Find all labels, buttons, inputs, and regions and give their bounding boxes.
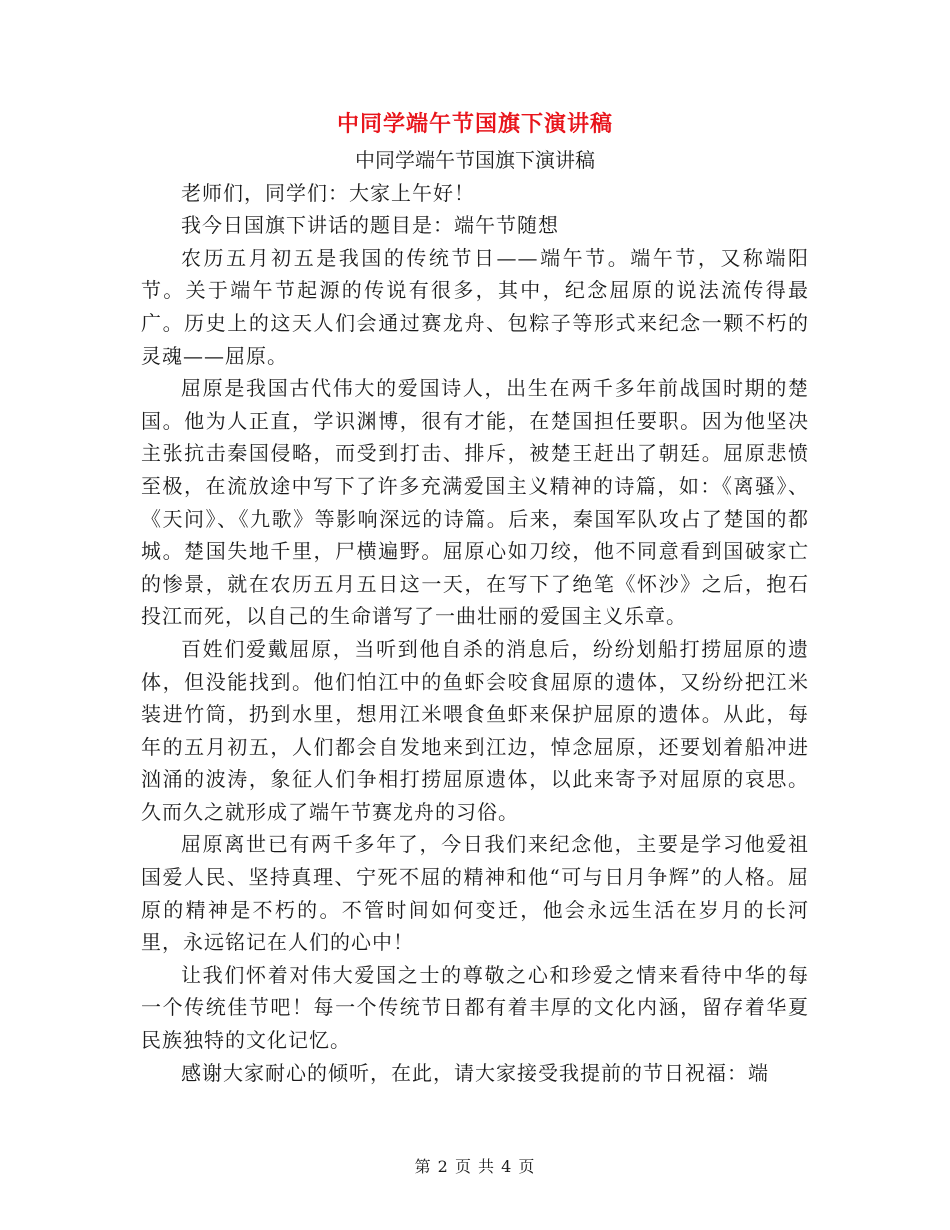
document-title: 中同学端午节国旗下演讲稿 [336,112,613,137]
paragraph-origin: 农历五月初五是我国的传统节日——端午节。端午节，又称端阳节。关于端午节起源的传说有很多，其中，纪念屈原的说法流传得最广。历史上的这天人们会通过赛龙舟、包粽子等形式来纪念一颗不朽的灵魂——屈原。 [141,245,809,368]
document-body [141,144,809,1089]
document-subtitle: 中同学端午节国旗下演讲稿 [355,148,595,172]
paragraph-quyuan-bio: 屈原是我国古代伟大的爱国诗人，出生在两千多年前战国时期的楚国。他为人正直，学识渊博，很有才能，在楚国担任要职。因为他坚决主张抗击秦国侵略，而受到打击、排斥，被楚王赶出了朝廷。屈原悲愤至极，在流放途中写下了许多充满爱国主义精神的诗篇，如：《离骚》、《天问》、《九歌》等影响深远的诗篇。后来，秦国军队攻占了楚国的都城。楚国失地千里，尸横遍野。屈原心如刀绞，他不同意看到国破家亡的惨景，就在农历五月五日这一天，在写下了绝笔《怀沙》之后，抱石投江而死，以自己的生命谱写了一曲壮丽的爱国主义乐章。 [141,376,809,629]
paragraph-thanks: 感谢大家耐心的倾听，在此，请大家接受我提前的节日祝福：端 [181,1060,769,1085]
paragraph-greeting: 老师们，同学们：大家上午好！ [181,180,475,205]
paragraph-topic: 我今日国旗下讲话的题目是：端午节随想 [181,213,559,238]
paragraph-dragon-boat-custom: 百姓们爱戴屈原，当听到他自杀的消息后，纷纷划船打捞屈原的遗体，但没能找到。他们怕江中的鱼虾会咬食屈原的遗体，又纷纷把江米装进竹筒，扔到水里，想用江米喂食鱼虾来保护屈原的遗体。从此，每年的五月初五，人们都会自发地来到江边，悼念屈原，还要划着船冲进汹涌的波涛，象征人们争相打捞屈原遗体，以此来寄予对屈原的哀思。久而久之就形成了端午节赛龙舟的习俗。 [141,636,809,824]
paragraph-spirit: 屈原离世已有两千多年了，今日我们来纪念他，主要是学习他爱祖国爱人民、坚持真理、宁死不屈的精神和他“可与日月争辉”的人格。屈原的精神是不朽的。不管时间如何变迁，他会永远生活在岁月的长河里，永远铭记在人们的心中！ [141,832,809,955]
page-number-footer: 第 2 页 共 4 页 [414,1157,536,1176]
paragraph-cherish-festivals: 让我们怀着对伟大爱国之士的尊敬之心和珍爱之情来看待中华的每一个传统佳节吧！每一个传统节日都有着丰厚的文化内涵，留存着华夏民族独特的文化记忆。 [141,962,809,1053]
